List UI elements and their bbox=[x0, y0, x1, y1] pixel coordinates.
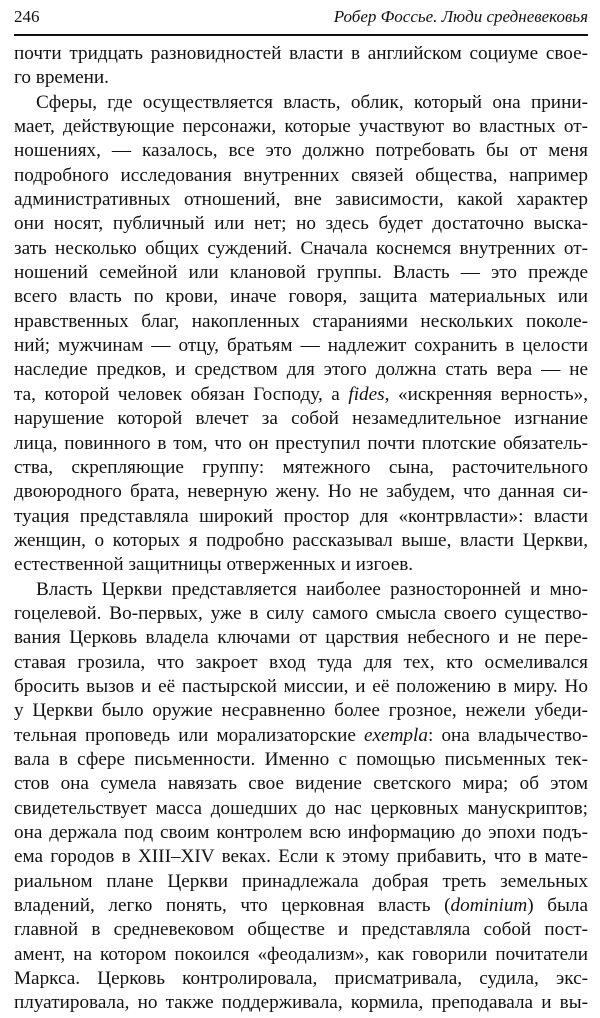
text-line: амент, на котором покоился «феодализм», как говорили почитатели bbox=[14, 943, 588, 965]
text-line: плуатировала, но также поддерживала, кормила, преподавала и вы- bbox=[14, 992, 588, 1014]
text-line: Власть Церкви представляется наиболее разносторонней и мно- bbox=[36, 578, 588, 600]
text-line: она держала под своим контролем всю информацию до эпохи подъ- bbox=[14, 822, 588, 843]
header-rule bbox=[14, 34, 588, 36]
text-line: гоцелевой. Во-первых, уже в силу самого смысла своего существо- bbox=[14, 602, 588, 624]
body-text bbox=[14, 42, 588, 1016]
text-line: стов она сумела навязать свое видение светского мира; об этом bbox=[14, 773, 588, 795]
running-title: Робер Фоссье. Люди средневековья bbox=[333, 7, 588, 26]
text-line: почти тридцать разновидностей власти в английском социуме свое- bbox=[14, 43, 588, 64]
text-line: они носят, публичный или нет; но здесь будет достаточно выска- bbox=[14, 213, 588, 235]
text-line: всего власть по крови, иначе говоря, защита материальных или bbox=[14, 286, 588, 308]
text-line: нравственных благ, накопленных стараниями нескольких поколе- bbox=[14, 310, 588, 332]
text-line: вала в сфере письменности. Именно с помощью письменных тек- bbox=[14, 748, 588, 770]
running-header bbox=[14, 6, 588, 28]
text-line: го времени. bbox=[14, 67, 109, 89]
text-line: Маркса. Церковь контролировала, присматривала, судила, экс- bbox=[14, 968, 588, 990]
text-line: свидетельствует масса дошедших до нас церковных манускриптов; bbox=[14, 797, 588, 819]
text-line: мает, действующие персонажи, которые участвуют во властных от- bbox=[14, 116, 588, 138]
text-line: туация представляла широкий простор для «контрвласти»: власти bbox=[14, 505, 588, 527]
text-line: женщин, о которых я подробно рассказывал выше, власти Церкви, bbox=[14, 529, 588, 551]
text-line: главной в средневековом обществе и представляла собой пост- bbox=[14, 919, 588, 941]
text-line: та, которой человек обязан Господу, а fides, «искренняя верность», bbox=[14, 383, 588, 405]
text-line: тельная проповедь или морализаторские exempla: она владычество- bbox=[14, 724, 588, 746]
text-line: двоюродного брата, неверную жену. Но не забудем, что данная си- bbox=[14, 481, 588, 503]
text-line: ношениях, — казалось, все это должно потребовать бы от меня bbox=[14, 140, 588, 162]
text-line: естественной защитницы отверженных и изгоев. bbox=[14, 554, 414, 576]
text-line: лица, повинного в том, что он преступил почти плотские обязатель- bbox=[14, 432, 588, 454]
text-line: ставая грозила, что закроет вход туда для тех, кто осмеливался bbox=[14, 651, 588, 673]
text-line: подробного исследования внутренних связей общества, например bbox=[14, 164, 588, 186]
text-line: ема городов в XIII–XIV веках. Если к этому прибавить, что в мате- bbox=[14, 846, 588, 868]
text-line: у Церкви было оружие несравненно более грозное, нежели убеди- bbox=[14, 700, 588, 722]
text-line: ношений семейной или клановой группы. Власть — это прежде bbox=[14, 262, 588, 284]
text-line: административных отношений, вне зависимости, какой характер bbox=[14, 189, 588, 211]
text-line: Сферы, где осуществляется власть, облик, который она прини- bbox=[36, 91, 588, 113]
text-line: ства, скрепляющие группу: мятежного сына, расточительного bbox=[14, 456, 588, 478]
text-line: наследие предков, и средством для этого должна стать вера — не bbox=[14, 359, 588, 381]
text-line: ний; мужчинам — отцу, братьям — надлежит сохранить в целости bbox=[14, 335, 588, 357]
text-line: владений, легко понять, что церковная власть (dominium) была bbox=[14, 895, 588, 917]
text-line: нарушение которой влечет за собой незамедлительное изгнание bbox=[14, 408, 588, 430]
text-line: зать несколько общих суждений. Сначала коснемся внутренних от- bbox=[14, 237, 588, 259]
text-line: риальном плане Церкви принадлежала добрая треть земельных bbox=[14, 870, 588, 892]
text-line: бросить вызов и её пастырской миссии, и её положению в миру. Но bbox=[14, 675, 588, 697]
text-line: вания Церковь владела ключами от царствия небесного и не пере- bbox=[14, 627, 588, 649]
page-number: 246 bbox=[14, 7, 40, 26]
